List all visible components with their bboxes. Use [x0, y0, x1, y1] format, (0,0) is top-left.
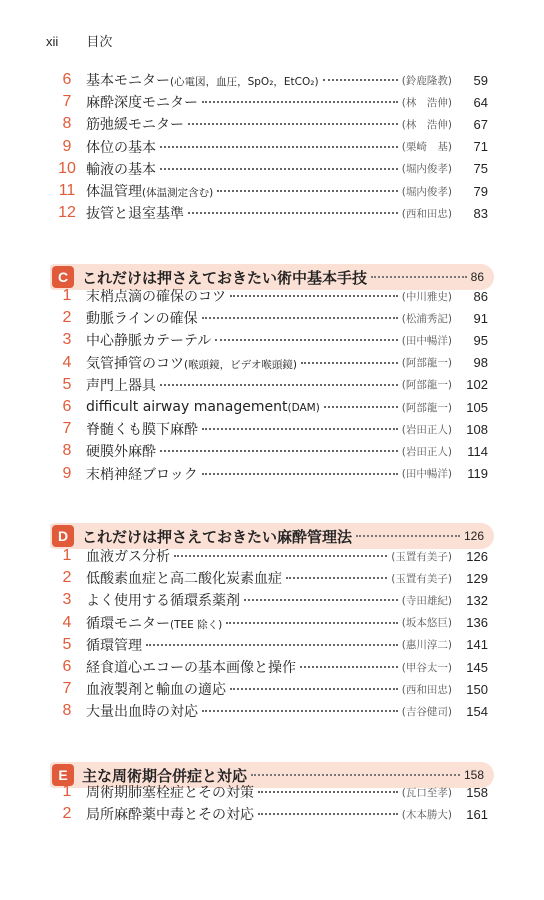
entry-title [86, 635, 142, 655]
toc-entry[interactable] [52, 440, 488, 462]
entry-title-text: よく使用する循環系薬剤 [86, 593, 240, 610]
entry-page: 161 [466, 806, 488, 822]
toc-entry[interactable] [52, 589, 488, 611]
entry-subtitle: (心電図，血圧，SpO₂，EtCO₂) [170, 76, 319, 88]
entry-title-text: 循環管理 [86, 637, 142, 654]
entry-author: (西和田忠) [401, 683, 452, 696]
entry-page: 141 [466, 637, 488, 653]
entry-number: 7 [62, 93, 72, 111]
entry-title-text: 末梢点滴の確保のコツ [86, 289, 226, 305]
entry-title [86, 399, 320, 415]
entry-page: 86 [473, 288, 488, 304]
entry-number: 11 [58, 182, 76, 199]
toc-entry[interactable] [52, 180, 488, 202]
entry-page: 145 [466, 659, 488, 675]
entry-title-text: 抜管と退室基準 [86, 206, 184, 223]
entry-page: 59 [473, 72, 488, 88]
leader-dots [300, 666, 398, 668]
entry-title [86, 613, 222, 633]
toc-entry[interactable] [52, 91, 488, 113]
entry-title-text: 血液ガス分析 [86, 549, 170, 565]
leader-dots [286, 577, 387, 579]
entry-author: (瓦口至孝) [401, 786, 452, 799]
toc-entry[interactable] [52, 803, 488, 825]
entry-number: 7 [62, 680, 72, 698]
entry-title [86, 464, 198, 484]
entry-author: (松浦秀記) [401, 312, 452, 325]
entry-author: (玉置有美子) [391, 572, 452, 585]
entry-title [86, 137, 156, 157]
toc-entry[interactable] [52, 418, 488, 440]
leader-dots [217, 190, 398, 192]
leader-dots [160, 384, 398, 386]
entry-subtitle: (TEE 除く) [170, 618, 223, 631]
entry-number: 4 [62, 613, 72, 631]
entry-number: 6 [62, 398, 72, 415]
entry-title [86, 590, 240, 610]
entry-subtitle: (喉頭鏡，ビデオ喉頭鏡) [184, 358, 297, 371]
entry-subtitle: (DAM) [287, 402, 320, 414]
entry-number: 7 [62, 420, 72, 438]
entry-title [86, 203, 184, 223]
leader-dots [202, 473, 398, 475]
entry-number: 1 [62, 547, 72, 564]
entry-author: (甲谷太一) [401, 661, 452, 674]
entry-author: (田中暢洋) [401, 334, 452, 347]
entry-author: (阿部龍一) [401, 357, 452, 370]
entry-title-text: 中心静脈カテーテル [86, 333, 212, 350]
entry-number: 2 [62, 805, 72, 823]
entry-title [86, 441, 156, 461]
leader-dots [202, 710, 398, 712]
leader-dots [371, 276, 467, 278]
entry-number: 6 [62, 71, 72, 88]
entry-page: 108 [466, 421, 488, 437]
entry-number: 2 [62, 309, 72, 327]
entry-title-text: 気管挿管のコツ [86, 355, 184, 372]
entry-title [86, 114, 184, 134]
entry-title-text: 硬膜外麻酔 [86, 444, 156, 461]
leader-dots [146, 644, 398, 646]
leader-dots [188, 123, 398, 125]
toc-entry[interactable] [52, 781, 488, 803]
entry-number: 4 [62, 353, 72, 371]
toc-entry[interactable] [52, 352, 488, 374]
entry-page: 126 [466, 548, 488, 564]
leader-dots [230, 688, 398, 690]
header-title: 目次 [86, 35, 113, 50]
entry-number: 5 [62, 635, 72, 653]
entry-title [86, 92, 198, 112]
entry-page: 102 [466, 377, 488, 393]
entry-author: (西和田忠) [401, 207, 452, 220]
entry-author: (栗崎 基) [401, 141, 452, 154]
toc-entry[interactable] [52, 656, 488, 678]
entry-author: (坂本悠巨) [401, 617, 452, 630]
entry-title-text: 基本モニター [86, 73, 170, 89]
leader-dots [188, 212, 398, 214]
entry-number: 9 [62, 137, 72, 155]
entry-page: 64 [473, 94, 488, 110]
leader-dots [258, 791, 398, 793]
entry-page: 71 [473, 139, 488, 155]
entry-title-text: 低酸素血症と高二酸化炭素血症 [86, 571, 282, 588]
leader-dots [226, 622, 398, 624]
entry-page: 105 [466, 399, 488, 415]
toc-entry[interactable] [52, 463, 488, 485]
entry-author: (惠川淳二) [401, 639, 452, 652]
entry-number: 5 [62, 375, 72, 393]
entry-title-text: 筋弛緩モニター [86, 117, 184, 134]
entry-title-text: 末梢神経ブロック [86, 466, 198, 483]
entry-title [86, 782, 254, 802]
entry-number: 1 [62, 783, 72, 800]
leader-dots [251, 774, 460, 776]
page-header [46, 31, 112, 50]
toc-entry[interactable] [52, 285, 488, 307]
toc-entry[interactable] [52, 113, 488, 135]
entry-subtitle: (体温測定含む) [142, 187, 214, 199]
toc-entry[interactable] [52, 69, 488, 91]
entry-author: (堀内俊孝) [401, 163, 452, 176]
entry-title-text: 血液製剤と輸血の適応 [86, 682, 226, 699]
toc-entry[interactable] [52, 136, 488, 158]
leader-dots [244, 599, 398, 601]
leader-dots [324, 406, 398, 408]
entry-page: 67 [473, 116, 488, 132]
entry-number: 1 [62, 287, 72, 304]
entry-title [86, 70, 319, 90]
entry-title [86, 546, 170, 566]
entry-author: (岩田正人) [401, 445, 452, 458]
leader-dots [323, 79, 398, 81]
entry-title [86, 657, 296, 677]
leader-dots [174, 555, 387, 557]
entry-title-text: 体位の基本 [86, 139, 156, 156]
entry-author: (鈴鹿隆教) [401, 74, 452, 87]
section-badge: C [52, 266, 74, 288]
entry-page: 132 [466, 592, 488, 608]
leader-dots [202, 101, 398, 103]
entry-page: 158 [466, 784, 488, 800]
entry-number: 9 [62, 464, 72, 482]
entry-author: (中川雅史) [401, 290, 452, 303]
toc-entry[interactable] [52, 329, 488, 351]
section-page: 86 [470, 270, 484, 284]
toc-entry[interactable] [52, 700, 488, 722]
entry-author: (寺田雄紀) [401, 594, 452, 607]
entry-author: (田中暢洋) [401, 468, 452, 481]
entry-page: 75 [473, 161, 488, 177]
entry-author: (吉谷健司) [401, 705, 452, 718]
entry-number: 3 [62, 591, 72, 609]
entry-page: 95 [473, 332, 488, 348]
entry-author: (堀内俊孝) [401, 185, 452, 198]
entry-title-text: 大量出血時の対応 [86, 704, 198, 721]
entry-title [86, 286, 226, 306]
leader-dots [215, 339, 397, 341]
section-title: これだけは押さえておきたい麻酔管理法 [82, 527, 353, 546]
entry-author: (林 浩伸) [401, 96, 452, 109]
entry-author: (岩田正人) [401, 423, 452, 436]
toc-entry[interactable] [52, 567, 488, 589]
entry-title-text: 脊髄くも膜下麻酔 [86, 422, 198, 439]
toc-entry[interactable] [52, 202, 488, 224]
entry-title-text: difficult airway management [86, 399, 288, 415]
section-page: 158 [463, 768, 484, 782]
toc-entry[interactable] [52, 678, 488, 700]
entry-title [86, 159, 156, 179]
entry-title-text: 局所麻酔薬中毒とその対応 [86, 807, 254, 824]
section-badge: E [52, 764, 74, 786]
entry-page: 98 [473, 355, 488, 371]
entry-number: 3 [62, 331, 72, 349]
entry-title [86, 330, 211, 350]
entry-number: 10 [58, 159, 76, 177]
leader-dots [258, 813, 398, 815]
entry-title-text: 循環モニター [86, 615, 170, 632]
entry-number: 2 [62, 569, 72, 587]
entry-page: 136 [466, 615, 488, 631]
entry-title [86, 308, 198, 328]
leader-dots [301, 362, 398, 364]
entry-title [86, 804, 254, 824]
entry-author: (玉置有美子) [391, 550, 452, 563]
leader-dots [356, 535, 460, 537]
leader-dots [160, 146, 398, 148]
section-title: これだけは押さえておきたい術中基本手技 [82, 268, 368, 287]
entry-page: 154 [466, 703, 488, 719]
entry-title-text: 経食道心エコーの基本画像と操作 [86, 660, 296, 676]
entry-page: 129 [466, 570, 488, 586]
entry-page: 150 [466, 681, 488, 697]
toc-entry[interactable] [52, 374, 488, 396]
entry-title [86, 353, 297, 373]
entry-title [86, 701, 198, 721]
entry-page: 119 [467, 466, 488, 482]
section-title: 主な周術期合併症と対応 [82, 766, 248, 785]
page-number-roman: xii [46, 34, 59, 49]
entry-author: (林 浩伸) [401, 118, 452, 131]
entry-page: 91 [473, 310, 488, 326]
leader-dots [160, 450, 398, 452]
entry-title [86, 679, 226, 699]
toc-entry[interactable] [52, 612, 488, 634]
entry-author: (阿部龍一) [401, 401, 452, 414]
section-badge: D [52, 525, 74, 547]
entry-title-text: 輸液の基本 [86, 161, 156, 178]
entry-number: 8 [62, 702, 72, 720]
entry-page: 83 [473, 205, 488, 221]
section-page: 126 [463, 529, 484, 543]
entry-title-text: 声門上器具 [86, 377, 156, 394]
entry-number: 8 [62, 115, 72, 133]
entry-title [86, 568, 282, 588]
entry-title-text: 動脈ラインの確保 [86, 311, 198, 328]
entry-number: 12 [58, 204, 76, 222]
entry-number: 6 [62, 658, 72, 675]
entry-number: 8 [62, 442, 72, 460]
leader-dots [230, 295, 398, 297]
entry-title [86, 375, 156, 395]
leader-dots [160, 168, 398, 170]
entry-title [86, 181, 213, 201]
entry-title-text: 体温管理 [86, 184, 142, 200]
toc-entry[interactable] [52, 158, 488, 180]
entry-author: (阿部龍一) [401, 379, 452, 392]
toc-entry[interactable] [52, 307, 488, 329]
toc-entry[interactable] [52, 634, 488, 656]
toc-entry[interactable] [52, 396, 488, 418]
entry-author: (木本勝大) [401, 808, 452, 821]
entry-page: 114 [467, 443, 488, 459]
entry-title-text: 麻酔深度モニター [86, 95, 198, 112]
entry-page: 79 [473, 183, 488, 199]
entry-title [86, 419, 198, 439]
entry-title-text: 周術期肺塞栓症とその対策 [86, 785, 254, 801]
leader-dots [202, 428, 398, 430]
leader-dots [202, 317, 398, 319]
toc-entry[interactable] [52, 545, 488, 567]
